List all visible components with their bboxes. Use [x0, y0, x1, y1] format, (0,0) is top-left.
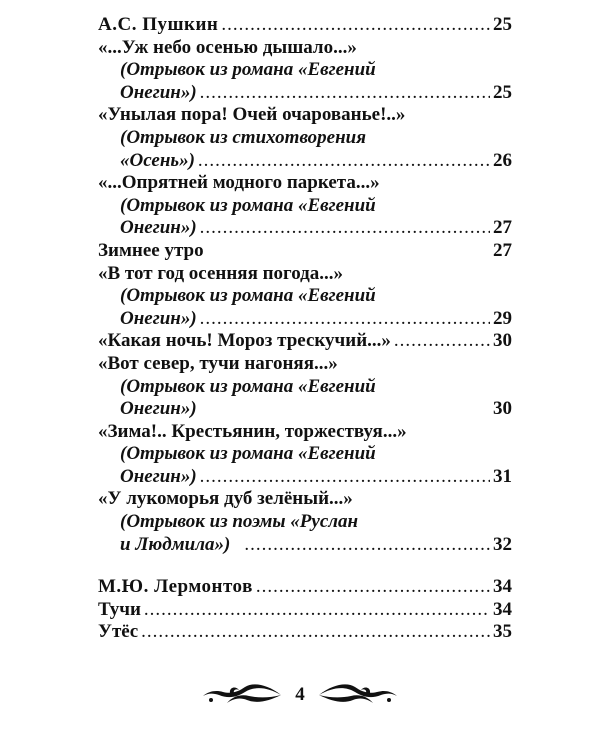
leader-dots — [394, 330, 490, 353]
entry-title: «Унылая пора! Очей очарованье!..» — [98, 104, 406, 126]
entry-note: (Отрывок из романа «Евгений — [120, 443, 376, 465]
leader-dots — [200, 217, 490, 240]
entry-note: Онегин») — [120, 307, 197, 329]
leader-dots — [200, 466, 490, 489]
toc-entry-title[interactable] — [98, 263, 512, 286]
leader-dots — [200, 308, 490, 331]
entry-title: «В тот год осенняя погода...» — [98, 262, 344, 284]
entry-title: «Зима!.. Крестьянин, торжествуя...» — [98, 420, 407, 442]
leader-dots — [200, 82, 490, 105]
leader-dots — [198, 150, 490, 173]
toc-entry-note — [98, 127, 512, 150]
entry-note: (Отрывок из романа «Евгений — [120, 194, 376, 216]
page-ref: 29 — [493, 307, 512, 329]
entry-title: «...Опрятней модного паркета...» — [98, 172, 380, 194]
toc-entry-note-end[interactable] — [98, 466, 512, 489]
entry-title: Тучи — [98, 598, 141, 620]
table-of-contents — [98, 14, 512, 644]
leader-dots — [141, 621, 490, 644]
section-gap — [98, 556, 512, 576]
toc-entry[interactable] — [98, 240, 512, 263]
toc-entry-note — [98, 285, 512, 308]
entry-note: Онегин») — [120, 81, 197, 103]
toc-entry-note-end[interactable] — [98, 308, 512, 331]
toc-entry-note — [98, 511, 512, 534]
page-ref: 35 — [493, 621, 512, 643]
toc-entry[interactable] — [98, 621, 512, 644]
entry-note: Онегин») — [120, 217, 197, 239]
entry-note: (Отрывок из романа «Евгений — [120, 375, 376, 397]
toc-entry-title[interactable] — [98, 353, 512, 376]
toc-entry-note-end[interactable] — [98, 398, 512, 421]
entry-title: «...Уж небо осенью дышало...» — [98, 36, 357, 58]
toc-entry-note — [98, 376, 512, 399]
entry-note: Онегин») — [120, 465, 197, 487]
toc-entry-note — [98, 59, 512, 82]
toc-entry[interactable] — [98, 330, 512, 353]
right-flourish-icon — [317, 682, 399, 708]
page-ref: 25 — [493, 81, 512, 103]
entry-note: (Отрывок из стихотворения — [120, 126, 367, 148]
entry-note: Онегин») — [120, 398, 197, 420]
toc-entry-title[interactable] — [98, 488, 512, 511]
page-ref: 30 — [493, 330, 512, 352]
toc-entry-title[interactable] — [98, 37, 512, 60]
toc-entry-note-end[interactable] — [98, 150, 512, 173]
left-flourish-icon — [201, 682, 283, 708]
author-name: А.С. Пушкин — [98, 14, 219, 35]
toc-entry-note-end[interactable] — [98, 217, 512, 240]
page-ref: 27 — [493, 217, 512, 239]
toc-entry-title[interactable] — [98, 421, 512, 444]
page-ref: 32 — [493, 533, 512, 555]
toc-entry-title[interactable] — [98, 172, 512, 195]
page-number: 4 — [295, 684, 305, 705]
page-footer — [170, 680, 430, 710]
toc-author-lermontov[interactable] — [98, 576, 512, 599]
toc-entry-note — [98, 195, 512, 218]
entry-note: (Отрывок из романа «Евгений — [120, 59, 376, 81]
toc-entry-note-end[interactable] — [98, 82, 512, 105]
entry-note: (Отрывок из поэмы «Руслан — [120, 511, 359, 533]
entry-title: Утёс — [98, 621, 139, 643]
page-ref: 30 — [493, 398, 512, 420]
entry-title: «Какая ночь! Мороз трескучий...» — [98, 330, 391, 352]
leader-dots — [256, 576, 490, 599]
entry-title: «Вот север, тучи нагоняя...» — [98, 352, 338, 374]
page-ref: 25 — [493, 14, 512, 35]
toc-entry-note-end[interactable] — [98, 534, 512, 557]
toc-author-pushkin[interactable] — [98, 14, 512, 37]
entry-note: и Людмила») — [120, 533, 231, 555]
toc-entry-title[interactable] — [98, 104, 512, 127]
toc-entry-note — [98, 443, 512, 466]
leader-dots — [144, 599, 490, 622]
page-ref: 27 — [493, 239, 512, 261]
author-name: М.Ю. Лермонтов — [98, 576, 253, 598]
page-ref: 34 — [493, 598, 512, 620]
page-ref: 26 — [493, 149, 512, 171]
leader-dots — [244, 534, 490, 557]
leader-dots — [221, 14, 490, 37]
toc-entry[interactable] — [98, 599, 512, 622]
entry-title: Зимнее утро — [98, 239, 204, 261]
entry-title: «У лукоморья дуб зелёный...» — [98, 488, 353, 510]
page-ref: 31 — [493, 465, 512, 487]
page-ref: 34 — [493, 576, 512, 598]
entry-note: (Отрывок из романа «Евгений — [120, 285, 376, 307]
entry-note: «Осень») — [120, 149, 195, 171]
